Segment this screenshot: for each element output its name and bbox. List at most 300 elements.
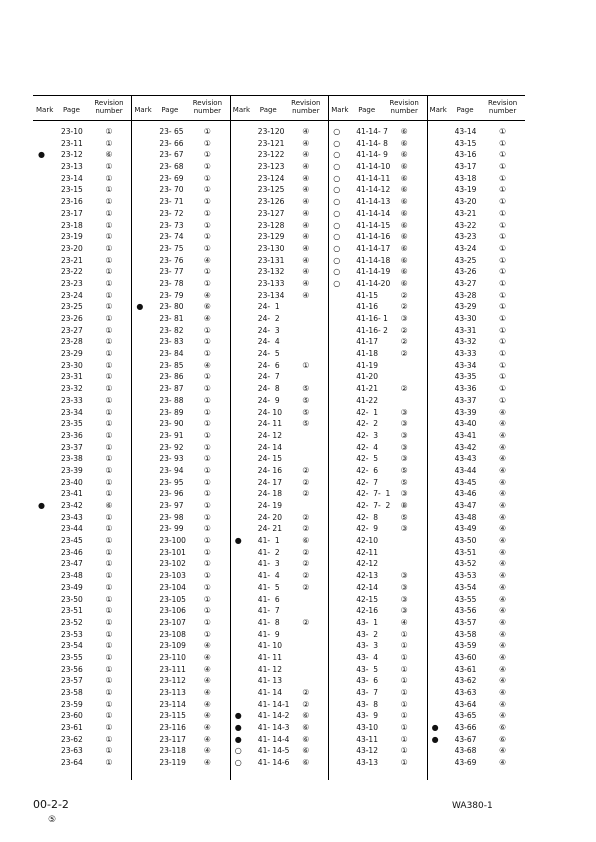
mark-cell: ○: [333, 243, 341, 253]
revision-cell: ①: [203, 536, 211, 546]
table-row: [328, 722, 426, 734]
header-revision-number: Revision number: [94, 99, 124, 115]
table-row: [328, 395, 426, 407]
page-cell: 42- 5: [356, 454, 378, 464]
revision-cell: ①: [499, 372, 507, 382]
revision-cell: ⑥: [400, 138, 408, 148]
table-row: [230, 360, 328, 372]
revision-cell: ⑤: [302, 395, 310, 405]
table-row: [328, 301, 426, 313]
page-cell: 41-14-20: [356, 278, 391, 288]
revision-cell: ①: [105, 267, 113, 277]
revision-cell: ①: [400, 746, 408, 756]
page-cell: 23-113: [159, 688, 186, 697]
page-cell: 43- 7: [356, 688, 378, 697]
revision-cell: ①: [105, 617, 113, 627]
revision-cell: ④: [302, 232, 310, 242]
page-cell: 23-128: [257, 220, 285, 230]
page-cell: 43- 4: [356, 652, 378, 662]
page-cell: 42-12: [356, 559, 378, 569]
revision-cell: ⑥: [302, 711, 310, 721]
table-row: [131, 582, 229, 594]
page-cell: 41- 4: [257, 571, 280, 581]
table-column: [427, 96, 525, 786]
mark-cell: ○: [333, 278, 341, 288]
page-cell: 41-15: [356, 290, 378, 300]
table-row: [33, 243, 131, 255]
revision-cell: ①: [400, 664, 408, 674]
page-cell: 43-17: [454, 162, 477, 172]
page-cell: 23-15: [61, 185, 83, 195]
revision-cell: ⑥: [105, 501, 113, 510]
table-row: [230, 371, 328, 383]
revision-cell: ①: [499, 197, 507, 207]
revision-cell: ①: [499, 278, 507, 288]
revision-cell: ①: [105, 454, 113, 464]
table-row: [427, 290, 525, 302]
page-cell: 23-134: [257, 290, 285, 300]
revision-cell: ⑥: [400, 173, 408, 183]
table-row: [427, 558, 525, 570]
revision-cell: ①: [105, 349, 113, 359]
table-row: [230, 617, 328, 629]
table-row: [328, 383, 426, 395]
table-row: [131, 687, 229, 699]
page-cell: 41- 1: [257, 536, 280, 546]
table-row: [328, 149, 426, 161]
page-cell: 43-14: [454, 127, 477, 136]
revision-cell: ①: [400, 641, 408, 651]
table-row: [230, 126, 328, 138]
revision-cell: ③: [400, 489, 408, 499]
page-cell: 43-43: [454, 454, 477, 464]
page-cell: 43-45: [454, 477, 477, 487]
table-row: [33, 325, 131, 337]
table-row: [33, 336, 131, 348]
revision-cell: ③: [400, 582, 408, 592]
page-cell: 23-54: [61, 641, 83, 651]
page-cell: 43-52: [454, 559, 477, 569]
revision-cell: ①: [400, 758, 408, 768]
table-row: [33, 734, 131, 746]
page-cell: 23-13: [61, 162, 83, 172]
page-cell: 24- 21: [257, 524, 282, 534]
table-row: [131, 500, 229, 512]
mark-cell: ○: [333, 208, 341, 218]
table-row: [328, 173, 426, 185]
revision-cell: ①: [105, 582, 113, 592]
page-cell: 41- 7: [257, 606, 280, 616]
revision-cell: ①: [203, 197, 211, 207]
revision-cell: ④: [499, 547, 507, 557]
revision-cell: ⑤: [302, 384, 310, 394]
header-page: Page: [161, 106, 179, 114]
revision-cell: ②: [302, 524, 310, 534]
table-row: [230, 255, 328, 267]
table-row: [427, 325, 525, 337]
page-cell: 24- 10: [257, 407, 282, 417]
revision-cell: ①: [105, 442, 113, 452]
table-row: [427, 687, 525, 699]
page-cell: 43- 2: [356, 629, 378, 639]
page-cell: 41-14-11: [356, 173, 391, 183]
table-row: [33, 196, 131, 208]
page-cell: 41- 9: [257, 629, 280, 639]
revision-cell: ⑧: [400, 501, 408, 510]
page-cell: 23-42: [61, 501, 83, 510]
table-row: [427, 383, 525, 395]
table-row: [131, 722, 229, 734]
page-cell: 23- 71: [159, 197, 184, 207]
page-cell: 41-14-14: [356, 208, 391, 218]
page-cell: 23- 90: [159, 419, 184, 429]
page-cell: 23- 88: [159, 395, 184, 405]
page-cell: 41-14-17: [356, 243, 391, 253]
table-row: [328, 582, 426, 594]
mark-cell: ○: [333, 232, 341, 242]
page-cell: 23- 87: [159, 384, 184, 394]
page-cell: 43-11: [356, 734, 378, 744]
page-cell: 23- 96: [159, 489, 184, 499]
table-row: [131, 220, 229, 232]
table-row: [33, 348, 131, 360]
page-cell: 23-103: [159, 571, 186, 581]
revision-cell: ②: [302, 477, 310, 487]
revision-cell: ④: [499, 688, 507, 697]
table-row: [230, 196, 328, 208]
revision-cell: ①: [105, 197, 113, 207]
table-row: [427, 395, 525, 407]
table-row: [33, 220, 131, 232]
table-row: [328, 231, 426, 243]
revision-table: [33, 96, 525, 786]
page-cell: 43- 8: [356, 699, 378, 709]
page-cell: 43-63: [454, 688, 477, 697]
revision-cell: ④: [302, 150, 310, 160]
revision-cell: ①: [203, 407, 211, 417]
revision-cell: ④: [302, 290, 310, 300]
table-row: [230, 313, 328, 325]
page-cell: 23- 67: [159, 150, 184, 160]
table-row: [230, 640, 328, 652]
mark-cell: ○: [333, 127, 341, 136]
table-row: [131, 371, 229, 383]
revision-cell: ④: [499, 559, 507, 569]
revision-cell: ①: [400, 629, 408, 639]
page-cell: 23- 77: [159, 267, 184, 277]
table-row: [131, 325, 229, 337]
table-row: [131, 161, 229, 173]
page-cell: 41-14-19: [356, 267, 391, 277]
page-cell: 23- 93: [159, 454, 184, 464]
table-row: [230, 430, 328, 442]
revision-cell: ①: [203, 524, 211, 534]
table-row: [427, 453, 525, 465]
revision-cell: ②: [302, 617, 310, 627]
table-row: [328, 488, 426, 500]
table-column: [33, 96, 131, 786]
table-row: [131, 278, 229, 290]
revision-cell: ①: [105, 758, 113, 768]
revision-cell: ④: [203, 734, 211, 744]
page-cell: 23- 97: [159, 501, 184, 510]
revision-cell: ③: [400, 430, 408, 440]
table-row: [33, 594, 131, 606]
page-cell: 43-59: [454, 641, 477, 651]
table-row: [33, 231, 131, 243]
revision-cell: ①: [105, 688, 113, 697]
table-row: [131, 757, 229, 769]
revision-cell: ④: [302, 185, 310, 195]
page-cell: 23- 81: [159, 314, 184, 323]
page-cell: 23-18: [61, 220, 83, 230]
table-row: [131, 488, 229, 500]
table-row: [33, 301, 131, 313]
revision-cell: ①: [105, 138, 113, 148]
table-row: [33, 418, 131, 430]
revision-cell: ①: [203, 278, 211, 288]
revision-cell: ④: [499, 699, 507, 709]
page-cell: 41- 2: [257, 547, 280, 557]
page-cell: 43-69: [454, 758, 477, 768]
page-cell: 23-25: [61, 302, 83, 312]
table-row: [328, 348, 426, 360]
table-row: [33, 675, 131, 687]
page-revision-mark: ⑤: [48, 815, 57, 825]
page-cell: 23-105: [159, 594, 186, 604]
revision-cell: ④: [499, 676, 507, 686]
table-row: [33, 547, 131, 559]
page-cell: 43-16: [454, 150, 477, 160]
table-row: [230, 453, 328, 465]
table-row: [328, 734, 426, 746]
page-cell: 23-127: [257, 208, 285, 218]
page-cell: 23-106: [159, 606, 186, 616]
page-cell: 23- 69: [159, 173, 184, 183]
page-cell: 43-22: [454, 220, 477, 230]
revision-cell: ②: [302, 571, 310, 581]
revision-cell: ④: [499, 430, 507, 440]
revision-cell: ①: [400, 688, 408, 697]
revision-cell: ①: [203, 629, 211, 639]
page-cell: 23-39: [61, 465, 83, 475]
revision-cell: ⑥: [499, 723, 507, 733]
table-row: [328, 617, 426, 629]
revision-cell: ①: [105, 664, 113, 674]
revision-cell: ④: [203, 758, 211, 768]
table-row: [328, 161, 426, 173]
table-row: [131, 266, 229, 278]
revision-cell: ①: [203, 442, 211, 452]
table-row: [427, 161, 525, 173]
revision-cell: ④: [203, 664, 211, 674]
revision-cell: ⑤: [400, 465, 408, 475]
table-row: [33, 558, 131, 570]
page-cell: 23-122: [257, 150, 285, 160]
table-row: [427, 442, 525, 454]
page-cell: 43-18: [454, 173, 477, 183]
revision-cell: ①: [105, 652, 113, 662]
revision-cell: ①: [499, 360, 507, 370]
page-cell: 23-36: [61, 430, 83, 440]
page-cell: 23-22: [61, 267, 83, 277]
page-cell: 24- 18: [257, 489, 282, 499]
table-row: [33, 453, 131, 465]
revision-cell: ⑥: [400, 220, 408, 230]
table-row: [328, 664, 426, 676]
table-row: [33, 383, 131, 395]
page-cell: 23-121: [257, 138, 285, 148]
table-row: [328, 243, 426, 255]
table-row: [230, 710, 328, 722]
table-row: [328, 594, 426, 606]
revision-cell: ③: [400, 606, 408, 616]
table-row: [131, 629, 229, 641]
revision-cell: ①: [400, 699, 408, 709]
table-row: [328, 442, 426, 454]
page-cell: 23- 66: [159, 138, 184, 148]
table-row: [427, 629, 525, 641]
revision-cell: ④: [499, 501, 507, 510]
revision-cell: ④: [499, 419, 507, 429]
header-page: Page: [358, 106, 376, 114]
table-row: [131, 699, 229, 711]
table-row: [427, 231, 525, 243]
revision-cell: ④: [203, 676, 211, 686]
table-row: [427, 138, 525, 150]
revision-cell: ①: [203, 232, 211, 242]
revision-cell: ①: [105, 606, 113, 616]
revision-cell: ①: [203, 243, 211, 253]
page-cell: 24- 5: [257, 349, 280, 359]
table-row: [230, 477, 328, 489]
page-cell: 42- 4: [356, 442, 378, 452]
revision-cell: ①: [105, 430, 113, 440]
page-cell: 41-16- 2: [356, 325, 388, 335]
table-row: [328, 196, 426, 208]
page-cell: 41-17: [356, 337, 378, 347]
revision-cell: ①: [105, 127, 113, 136]
table-row: [427, 149, 525, 161]
page-cell: 41-14-18: [356, 255, 391, 265]
page-cell: 23-100: [159, 536, 186, 546]
page-cell: 23- 89: [159, 407, 184, 417]
table-row: [328, 640, 426, 652]
table-row: [230, 208, 328, 220]
page-cell: 24- 19: [257, 501, 282, 510]
revision-cell: ①: [499, 185, 507, 195]
revision-cell: ①: [203, 337, 211, 347]
revision-cell: ①: [105, 629, 113, 639]
page-cell: 43-20: [454, 197, 477, 207]
revision-cell: ①: [105, 173, 113, 183]
page-cell: 43-30: [454, 314, 477, 323]
table-row: [328, 290, 426, 302]
table-row: [131, 336, 229, 348]
page-cell: 23-60: [61, 711, 83, 721]
page-cell: 23-120: [257, 127, 285, 136]
page-cell: 43-47: [454, 501, 477, 510]
table-row: [33, 442, 131, 454]
page-cell: 24- 16: [257, 465, 282, 475]
table-row: [230, 664, 328, 676]
page-cell: 23-62: [61, 734, 83, 744]
revision-cell: ④: [302, 138, 310, 148]
page-cell: 42-16: [356, 606, 378, 616]
revision-cell: ④: [203, 711, 211, 721]
page-cell: 24- 15: [257, 454, 282, 464]
revision-cell: ⑥: [105, 150, 113, 160]
revision-cell: ①: [105, 278, 113, 288]
table-row: [427, 313, 525, 325]
page-cell: 42- 2: [356, 419, 378, 429]
page-cell: 23- 86: [159, 372, 184, 382]
page-cell: 43-37: [454, 395, 477, 405]
table-row: [33, 371, 131, 383]
table-row: [131, 605, 229, 617]
page-cell: 43-49: [454, 524, 477, 534]
header-page: Page: [259, 106, 277, 114]
header-mark: Mark: [232, 106, 251, 114]
revision-cell: ④: [499, 512, 507, 522]
page-cell: 24- 2: [257, 314, 280, 323]
header-page: Page: [63, 106, 80, 114]
table-row: [131, 348, 229, 360]
page-cell: 41-22: [356, 395, 378, 405]
table-row: [230, 138, 328, 150]
revision-cell: ①: [105, 594, 113, 604]
revision-cell: ②: [302, 559, 310, 569]
mark-cell: ●: [234, 711, 242, 721]
table-row: [427, 126, 525, 138]
revision-cell: ②: [400, 337, 408, 347]
table-row: [33, 535, 131, 547]
table-row: [33, 465, 131, 477]
page-cell: 23-40: [61, 477, 83, 487]
page-cell: 43-24: [454, 243, 477, 253]
page-cell: 24- 17: [257, 477, 282, 487]
page-cell: 41-14-16: [356, 232, 391, 242]
table-row: [131, 664, 229, 676]
revision-cell: ④: [499, 524, 507, 534]
mark-cell: ○: [333, 173, 341, 183]
page-cell: 43-62: [454, 676, 477, 686]
revision-cell: ③: [400, 594, 408, 604]
mark-cell: ○: [234, 746, 242, 756]
revision-cell: ⑤: [400, 477, 408, 487]
page-cell: 23-102: [159, 559, 186, 569]
table-row: [427, 430, 525, 442]
page-cell: 23-31: [61, 372, 83, 382]
table-row: [230, 220, 328, 232]
table-column: [131, 96, 229, 786]
table-row: [328, 266, 426, 278]
table-row: [33, 278, 131, 290]
revision-cell: ③: [400, 314, 408, 323]
page-cell: 43-10: [356, 723, 378, 733]
page-number: 00-2-2: [33, 798, 69, 811]
page-cell: 42-11: [356, 547, 378, 557]
page-cell: 23-46: [61, 547, 83, 557]
revision-cell: ①: [105, 208, 113, 218]
page-cell: 43-42: [454, 442, 477, 452]
table-row: [131, 173, 229, 185]
page-cell: 23-14: [61, 173, 83, 183]
revision-cell: ①: [105, 384, 113, 394]
table-row: [427, 371, 525, 383]
page-cell: 43-41: [454, 430, 477, 440]
table-row: [328, 629, 426, 641]
